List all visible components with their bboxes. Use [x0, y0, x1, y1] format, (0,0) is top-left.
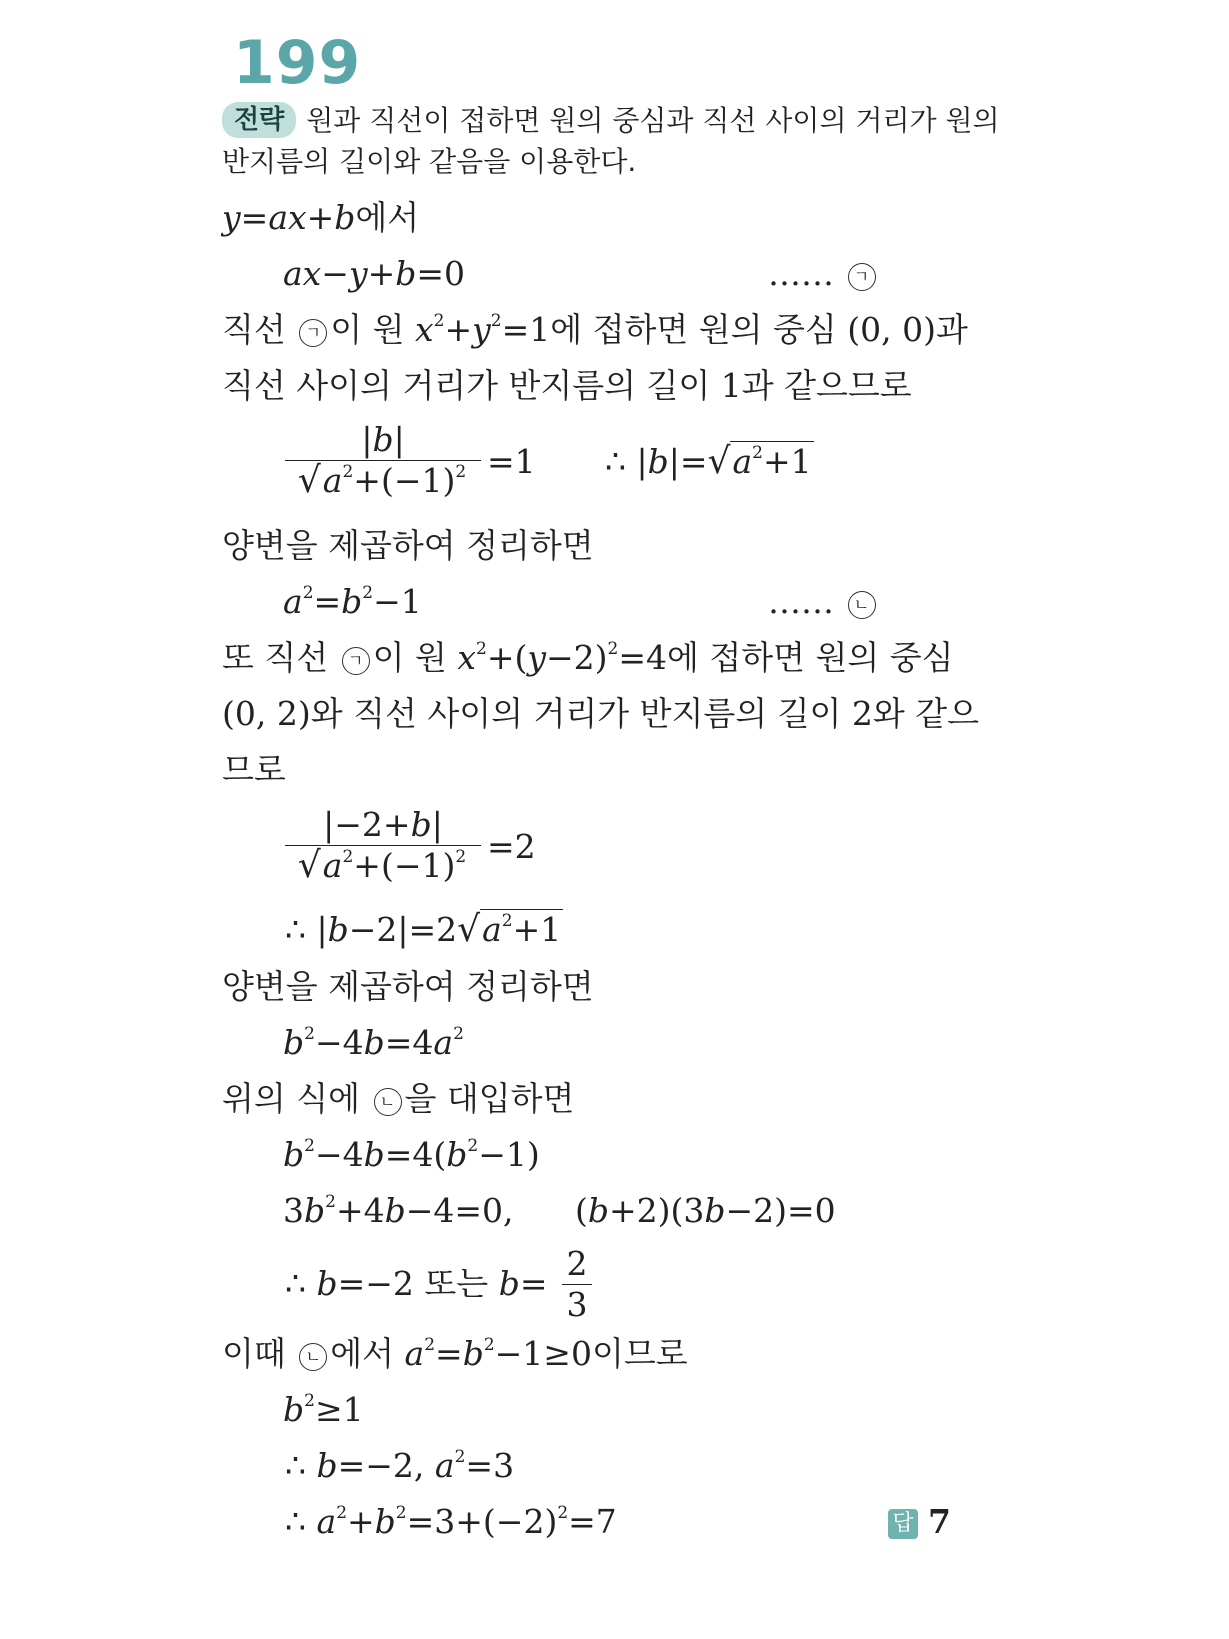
- problem-number: 199: [233, 28, 362, 98]
- circle-marker-2b: ㄴ: [374, 1088, 402, 1116]
- equation-8: ∴ b=−2, $a^2=3$: [285, 1446, 515, 1485]
- circle-marker-2: ㄴ: [848, 591, 876, 619]
- equation-4: $b^2-4b=4(b^2-1)$: [283, 1135, 540, 1174]
- circle-marker-1c: ㄱ: [342, 647, 370, 675]
- line-square-2: 양변을 제곱하여 정리하면: [222, 967, 594, 1006]
- fraction-1: |b| $√a^2+(-1)^2$: [285, 420, 481, 501]
- line-substitute: 위의 식에 ㄴ 을 대입하면: [222, 1079, 575, 1118]
- line-square-1: 양변을 제곱하여 정리하면: [222, 526, 594, 565]
- circle-marker-1b: ㄱ: [299, 319, 327, 347]
- line-3: 직선 ㄱ 이 원 $x^2+y^2=1$에 접하면 원의 중심 (0, 0)과: [222, 310, 968, 349]
- eq-1-rhs: =1: [487, 442, 536, 481]
- line-then: 이때 ㄴ 에서 $a^2=b^2-1\ge 0$이므로: [222, 1334, 688, 1373]
- line-6: (0, 2)와 직선 사이의 거리가 반지름의 길이 2와 같으: [222, 694, 979, 733]
- answer-label: 답: [888, 1509, 918, 1539]
- strategy-line-2: 반지름의 길이와 같음을 이용한다.: [222, 145, 637, 178]
- eq-2-therefore: ∴ $|b-2|=2√a^2+1$: [285, 909, 562, 950]
- equation-2: $a^2=b^2-1$: [283, 582, 422, 621]
- marker-2: …… ㄴ: [768, 580, 879, 624]
- answer-value: 7: [928, 1502, 951, 1541]
- equation-7: $b^2\ge 1$: [283, 1390, 364, 1429]
- equation-6: ∴ b=−2 또는 b=: [285, 1264, 548, 1303]
- line-7: 므로: [222, 750, 286, 789]
- equation-5b: (b+2)(3b−2)=0: [575, 1191, 836, 1230]
- strategy-line-1: 전략 원과 직선이 접하면 원의 중심과 직선 사이의 거리가 원의: [222, 99, 1000, 143]
- equation-3: $b^2-4b=4a^2$: [283, 1023, 464, 1062]
- line-5: 또 직선 ㄱ 이 원 $x^2+(y-2)^2=4$에 접하면 원의 중심: [222, 638, 954, 677]
- eq-1-therefore: ∴ $|b|=√a^2+1$: [605, 441, 812, 482]
- equation-5: $3b^2+4b-4=0$,: [283, 1191, 514, 1230]
- marker-1: …… ㄱ: [768, 252, 879, 296]
- equation-1: ax−y+b=0: [283, 254, 466, 293]
- fraction-3: 2 3: [562, 1244, 592, 1325]
- answer: [888, 1500, 951, 1544]
- strategy-badge: 전략: [222, 102, 296, 138]
- line-y-eq: y=ax+b에서: [222, 198, 420, 237]
- circle-marker-1: ㄱ: [848, 263, 876, 291]
- circle-marker-2c: ㄴ: [299, 1343, 327, 1371]
- fraction-2: |−2+b| $√a^2+(-1)^2$: [285, 805, 481, 886]
- line-4: 직선 사이의 거리가 반지름의 길이 1과 같으므로: [222, 366, 912, 405]
- equation-9: ∴ $a^2+b^2=3+(-2)^2=7$: [285, 1502, 617, 1541]
- eq-2-rhs: =2: [487, 827, 536, 866]
